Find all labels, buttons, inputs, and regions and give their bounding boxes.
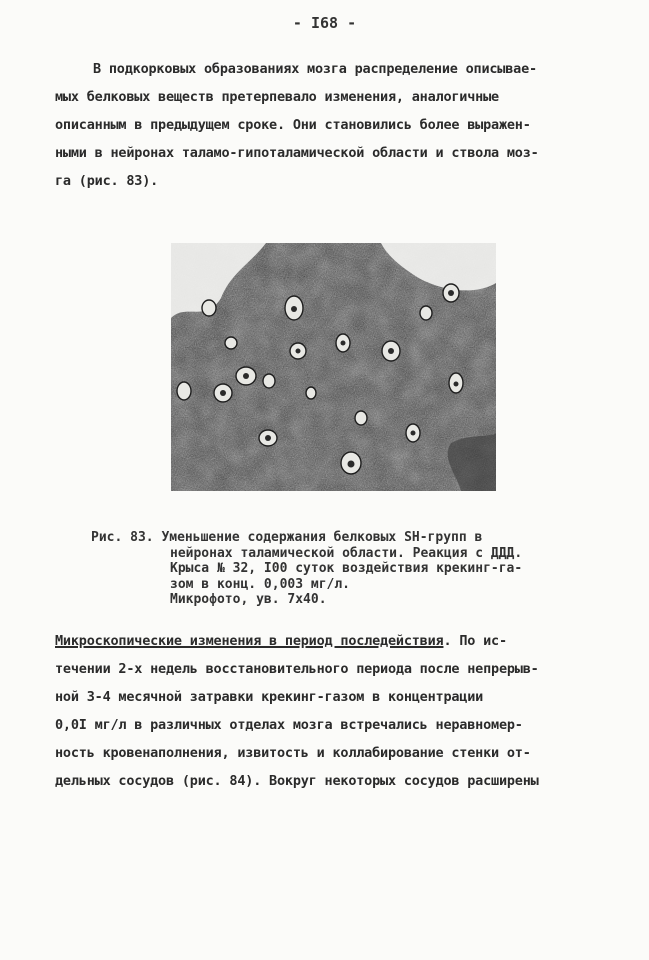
- caption-line: Микрофото, ув. 7х40.: [170, 592, 327, 607]
- paragraph-1: [55, 55, 600, 195]
- paragraph-line: ность кровенаполнения, извитость и коллабирование стенки от-: [55, 745, 531, 761]
- section-heading: Микроскопические изменения в период последействия: [55, 633, 444, 649]
- paragraph-line: В подкорковых образованиях мозга распределение описывае-: [93, 61, 537, 77]
- caption-line: нейронах таламической области. Реакция с ДДД.: [170, 545, 523, 561]
- paragraph-first-line: [55, 627, 600, 655]
- caption-first-line: [91, 530, 591, 546]
- paragraph-line: 0,0I мг/л в различных отделах мозга встречались неравномер-: [55, 717, 523, 733]
- paragraph-line: ными в нейронах таламо-гипоталамической области и ствола моз-: [55, 145, 539, 161]
- paragraph-line: мых белковых веществ претерпевало изменения, аналогичные: [55, 89, 499, 105]
- figure-caption: [91, 530, 591, 608]
- paragraph-line: ной 3-4 месячной затравки крекинг-газом в концентрации: [55, 689, 484, 705]
- caption-line: Крыса № 32, I00 суток воздействия крекинг-га-: [170, 561, 523, 576]
- paragraph-line: га (рис. 83).: [55, 173, 159, 189]
- caption-line: Уменьшение содержания белковых SH-групп в: [161, 530, 483, 545]
- caption-line: зом в конц. 0,003 мг/л.: [170, 576, 351, 592]
- paragraph-line: течении 2-х недель восстановительного периода после непрерыв-: [55, 661, 539, 677]
- heading-tail: . По ис-: [443, 633, 507, 649]
- micrograph-picture: [171, 243, 496, 491]
- paragraph-line: описанным в предыдущем сроке. Они становились более выражен-: [55, 117, 531, 133]
- page-number: - I68 -: [292, 14, 357, 32]
- micrograph-image: [171, 243, 496, 491]
- paragraph-line: дельных сосудов (рис. 84). Вокруг некоторых сосудов расширены: [55, 773, 539, 789]
- paragraph-2: [55, 627, 600, 795]
- caption-label: Рис. 83.: [91, 530, 154, 545]
